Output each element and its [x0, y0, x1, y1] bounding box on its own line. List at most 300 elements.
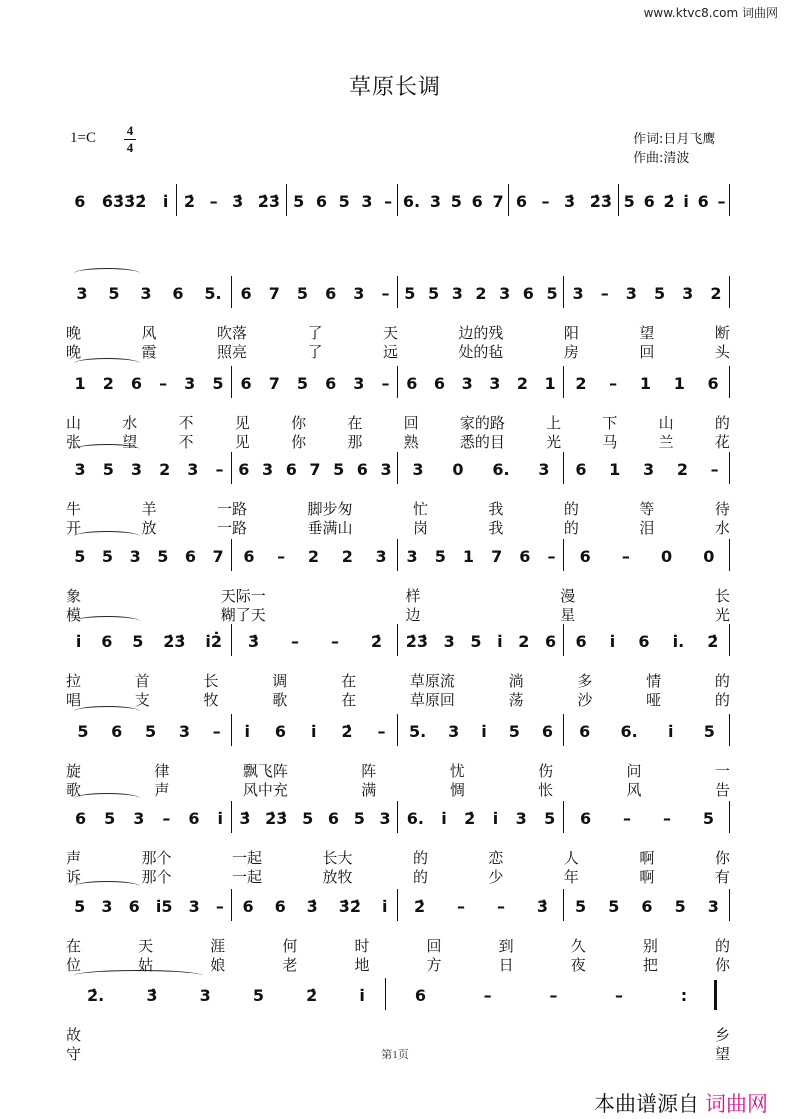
measure [564, 718, 730, 744]
time-signature [124, 124, 136, 155]
lyric-word: 啊 [639, 849, 655, 867]
lyric-word: 岗 [412, 519, 428, 537]
score-system [66, 280, 730, 380]
note: 3 [129, 546, 141, 566]
slur [74, 444, 140, 455]
lyric-word: 熟 [403, 433, 419, 451]
note: 6 [356, 459, 368, 479]
note: i̇ [441, 808, 447, 828]
note: 2̇3̇ [405, 631, 429, 651]
notation-line [66, 893, 730, 919]
lyric-word: 问 [626, 762, 642, 780]
note: 3 [353, 283, 365, 303]
measure [232, 456, 398, 482]
lyric-word: 不 [178, 414, 194, 432]
lyric-word: 边的残 [458, 324, 504, 342]
lyric-word: 样 [405, 587, 421, 605]
note: 2̇ [341, 721, 353, 741]
note: 5 [608, 896, 620, 916]
measure [66, 805, 232, 831]
note: 2 [159, 459, 171, 479]
source-label: 本曲谱源自 [594, 1092, 699, 1116]
lyric-word: 惆 [449, 781, 465, 799]
lyric-line-2 [66, 341, 730, 362]
note: – [277, 546, 286, 566]
note: 6 [315, 191, 327, 211]
measure [398, 543, 564, 569]
note: 6 [188, 808, 200, 828]
note: 7 [268, 373, 280, 393]
lyric-word: 长 [714, 587, 730, 605]
lyric-word: 上 [546, 414, 562, 432]
note: – [710, 459, 719, 479]
lyric-word: 多 [577, 672, 593, 690]
note: 7 [309, 459, 321, 479]
lyric-word: 晚 [66, 324, 82, 342]
lyric-word: 天际一 [220, 587, 266, 605]
note: i̇ [667, 721, 674, 741]
note: 3 [625, 283, 637, 303]
note: 5 [702, 808, 714, 828]
lyric-word: 吹落 [216, 324, 247, 342]
lyric-word: 方 [426, 956, 442, 974]
note: 5 [703, 721, 715, 741]
lyric-word: 地 [354, 956, 370, 974]
note: 3̇ [247, 631, 260, 651]
note: 6 [238, 459, 250, 479]
note: 3̇ [239, 808, 251, 828]
measure [398, 370, 564, 396]
note: 1 [544, 373, 556, 393]
note: 3̇ [232, 191, 244, 211]
measure [66, 893, 232, 919]
note: 6 [545, 631, 557, 651]
note: 5 [157, 546, 169, 566]
note: – [496, 896, 505, 916]
lyric-word: 回 [426, 937, 442, 955]
note: 6. [402, 191, 421, 211]
note: 3 [451, 283, 463, 303]
lyric-word: 阳 [563, 324, 579, 342]
note: 3 [133, 808, 145, 828]
note: 6 [325, 283, 337, 303]
note: 2 [102, 373, 114, 393]
lyric-word: 人 [563, 849, 579, 867]
note: 3 [707, 896, 719, 916]
lyric-word: 草原回 [409, 691, 455, 709]
note: 0 [703, 546, 715, 566]
note: 3 [538, 459, 550, 479]
score-system [66, 188, 730, 288]
note: – [162, 808, 171, 828]
measure [398, 188, 509, 214]
measure [619, 188, 730, 214]
lyric-word: 你 [714, 956, 730, 974]
note: 2 [710, 283, 722, 303]
slur [74, 531, 140, 542]
lyric-word: 告 [714, 781, 730, 799]
lyric-line-1 [66, 847, 730, 868]
note: i̇ [310, 721, 317, 741]
lyric-word: 天 [138, 937, 154, 955]
note: 5 [470, 631, 482, 651]
note: i̇ [244, 721, 250, 741]
lyric-word: 水 [714, 519, 730, 537]
lyric-word: 风 [626, 781, 642, 799]
lyric-word: 怅 [538, 781, 554, 799]
note: 3 [261, 459, 274, 479]
note: – [330, 631, 339, 651]
note: 1 [609, 459, 621, 479]
note: 5 [132, 631, 144, 651]
score-system [66, 805, 730, 905]
note: 6 [274, 721, 287, 741]
lyric-word: 风 [141, 324, 157, 342]
lyric-word: 一起 [231, 868, 262, 886]
note: i̇2̇ [205, 631, 223, 651]
measure [66, 628, 232, 654]
measure [66, 982, 386, 1008]
note: i̇ [359, 985, 365, 1005]
lyric-line-1 [66, 760, 730, 781]
notation-line [66, 280, 730, 306]
note: 5 [333, 459, 345, 479]
lyric-word: 了 [307, 324, 323, 342]
lyric-word: 望 [122, 433, 138, 451]
note: 3 [130, 459, 143, 479]
measure [232, 370, 398, 396]
lyric-word: 一路 [216, 519, 247, 537]
lyric-word: 淌 [508, 672, 524, 690]
lyric-word: 长大 [322, 849, 353, 867]
bar-line [729, 714, 730, 746]
lyric-word: 晚 [66, 343, 82, 361]
note: 6 [240, 283, 252, 303]
lyric-word: 望 [639, 324, 655, 342]
lyric-word: 边 [405, 606, 421, 624]
note: 5 [108, 283, 120, 303]
measure [564, 456, 730, 482]
lyric-word: 你 [291, 414, 307, 432]
lyric-word: 夜 [570, 956, 586, 974]
note: 5 [77, 721, 89, 741]
lyric-word: 荡 [508, 691, 524, 709]
lyric-word: 情 [646, 672, 662, 690]
measure [398, 280, 564, 306]
lyric-word: 断 [714, 324, 730, 342]
note: 2̇3̇ [265, 808, 288, 828]
lyric-word: 日 [498, 956, 514, 974]
lyric-word: 回 [639, 343, 655, 361]
lyric-word: 声 [66, 849, 82, 867]
measure [232, 543, 398, 569]
note: 6 [575, 631, 587, 651]
measure [232, 280, 398, 306]
lyric-word: 哑 [646, 691, 662, 709]
note: 3 [140, 283, 152, 303]
bar-line [729, 366, 730, 398]
note: 2̇ [464, 808, 476, 828]
measure [398, 805, 564, 831]
lyric-word: 旋 [66, 762, 82, 780]
note: – [547, 546, 556, 566]
measure [66, 188, 177, 214]
composer-credit: 作曲:清波 [633, 151, 690, 166]
note: 6 [274, 896, 286, 916]
lyric-word: 霞 [141, 343, 157, 361]
note: 6 [172, 283, 184, 303]
note: 3̇ [564, 191, 576, 211]
lyric-word: 见 [234, 414, 250, 432]
note: – [159, 373, 168, 393]
note: 5 [434, 546, 446, 566]
note: – [209, 191, 218, 211]
lyric-word: 时 [354, 937, 370, 955]
lyric-word: 守 [66, 1045, 82, 1063]
measure [509, 188, 620, 214]
lyric-word: 姑 [138, 956, 154, 974]
lyric-word: 支 [134, 691, 150, 709]
lyric-word: 那个 [141, 868, 172, 886]
lyric-word: 的 [412, 849, 428, 867]
note: 5 [353, 808, 365, 828]
note: – [457, 896, 466, 916]
note: 5 [212, 373, 224, 393]
note: 3 [187, 459, 199, 479]
note: i̇ [381, 896, 388, 916]
lyric-line-2 [66, 866, 730, 887]
note: 6 [184, 546, 197, 566]
note: 6 [285, 459, 297, 479]
note: 5 [653, 283, 666, 303]
lyric-word: 山 [658, 414, 674, 432]
note: 1 [639, 373, 651, 393]
lyric-word: 故 [66, 1026, 82, 1044]
note: 5 [74, 896, 86, 916]
lyric-line-1 [66, 670, 730, 691]
note: i̇ [683, 191, 689, 211]
note: – [291, 631, 300, 651]
lyric-word: 牛 [66, 500, 82, 518]
note: 7 [268, 283, 280, 303]
note: 5 [450, 191, 462, 211]
lyric-line-2 [66, 604, 730, 625]
note: 2̇3̇ [257, 191, 280, 211]
note: 3 [461, 373, 473, 393]
note: – [662, 808, 671, 828]
lyric-word: 歌 [272, 691, 288, 709]
lyric-word: 风中充 [242, 781, 288, 799]
lyric-word: 模 [66, 606, 82, 624]
note: 5 [338, 191, 350, 211]
note: 0 [452, 459, 464, 479]
note: i̇ [75, 631, 82, 651]
note: 6 [406, 373, 418, 393]
notation-line [66, 805, 730, 831]
lyric-word: 光 [714, 606, 730, 624]
lyric-line-1 [66, 322, 730, 343]
lyric-word: 草原流 [409, 672, 455, 690]
measure [232, 805, 398, 831]
bar-line [729, 539, 730, 571]
note: 6 [638, 631, 650, 651]
lyric-word: 下 [602, 414, 618, 432]
lyric-word: 脚步匆 [307, 500, 353, 518]
note: 2 [341, 546, 353, 566]
lyric-word: 把 [642, 956, 658, 974]
note: 3̇ [306, 896, 318, 916]
lyric-word: 等 [639, 500, 655, 518]
note: 2̇ [663, 191, 675, 211]
note: 6 [128, 896, 140, 916]
note: – [215, 459, 224, 479]
note: – [212, 721, 221, 741]
note: 3 [353, 373, 365, 393]
note: 5 [427, 283, 440, 303]
note: 3 [572, 283, 584, 303]
note: – [483, 985, 492, 1005]
lyric-word: 的 [412, 868, 428, 886]
lyric-word: 房 [563, 343, 579, 361]
lyric-word: 星 [560, 606, 576, 624]
lyric-word: 糊了天 [220, 606, 266, 624]
note: 6̇3̇3̇2̇ [101, 191, 147, 211]
lyric-word: 一 [714, 762, 730, 780]
lyric-word: 张 [66, 433, 82, 451]
note: 5 [302, 808, 314, 828]
slur [74, 970, 202, 981]
note: 2̇3̇ [163, 631, 186, 651]
lyric-word: 位 [66, 956, 82, 974]
note: 6 [641, 896, 653, 916]
note: – [623, 808, 632, 828]
lyric-word: 在 [66, 937, 82, 955]
lyric-word: 待 [714, 500, 730, 518]
lyric-word: 何 [282, 937, 298, 955]
measure [564, 893, 730, 919]
lyric-word: 头 [714, 343, 730, 361]
note: 3 [643, 459, 655, 479]
bar-line [729, 801, 730, 833]
note: 3 [515, 808, 527, 828]
lyric-word: 诉 [66, 868, 82, 886]
note: 5 [104, 808, 116, 828]
note: 6 [579, 808, 592, 828]
measure [232, 893, 398, 919]
note: 3 [184, 373, 196, 393]
lyric-word: 远 [382, 343, 398, 361]
note: 3 [375, 546, 387, 566]
note: 5 [674, 896, 686, 916]
note: 5. [204, 283, 222, 303]
lyric-word: 啊 [639, 868, 655, 886]
lyric-word: 羊 [141, 500, 157, 518]
measure [66, 456, 232, 482]
lyric-word: 我 [488, 519, 504, 537]
note: – [600, 283, 609, 303]
note: 6 [522, 283, 534, 303]
measure [232, 718, 398, 744]
lyric-word: 花 [714, 433, 730, 451]
note: 2̇3̇ [589, 191, 612, 211]
note: 2 [518, 631, 530, 651]
lyric-word: 涯 [210, 937, 226, 955]
lyric-word: 一路 [216, 500, 247, 518]
note: 5 [145, 721, 157, 741]
note: 3̇2̇ [338, 896, 362, 916]
score-system [66, 628, 730, 728]
note: 3 [76, 283, 88, 303]
note: 6 [242, 896, 254, 916]
lyric-word: 歌 [66, 781, 82, 799]
lyric-word: 我 [488, 500, 504, 518]
note: 5. [408, 721, 427, 741]
note: i̇ [162, 191, 169, 211]
measure [66, 370, 232, 396]
note: 6 [515, 191, 528, 211]
measure [398, 893, 564, 919]
note: 5 [74, 546, 86, 566]
note: 2̇. [87, 985, 105, 1005]
lyric-word: 忙 [412, 500, 428, 518]
note: 6 [327, 808, 340, 828]
note: 5 [623, 191, 635, 211]
note: 2̇ [413, 896, 426, 916]
lyric-word: 那 [347, 433, 363, 451]
note: 3 [499, 283, 511, 303]
lyric-word: 的 [714, 672, 730, 690]
note: 5 [508, 721, 520, 741]
note: 2 [575, 373, 587, 393]
slur [74, 358, 140, 369]
note: 6 [101, 631, 113, 651]
note: 5 [546, 283, 558, 303]
lyric-word: 开 [66, 519, 82, 537]
lyric-word: 声 [154, 781, 170, 799]
note: i̇ [497, 631, 503, 651]
measure [564, 543, 730, 569]
lyric-word: 的 [563, 500, 579, 518]
note: 3̇ [536, 896, 548, 916]
note: i̇. [672, 631, 685, 651]
note: 3 [682, 283, 694, 303]
lyric-word: 山 [66, 414, 82, 432]
lyric-word: 别 [642, 937, 658, 955]
note: 3 [429, 191, 441, 211]
source-brand: 词曲网 [705, 1092, 768, 1116]
lyric-word: 沙 [577, 691, 593, 709]
lyric-word: 放 [141, 519, 157, 537]
note: 6 [579, 546, 591, 566]
note: – [615, 985, 624, 1005]
note: i̇ [492, 808, 499, 828]
source-credit [594, 1088, 768, 1118]
note: 6 [707, 373, 719, 393]
note: 3 [489, 373, 501, 393]
lyric-word: 漫 [560, 587, 576, 605]
note: 2̇ [707, 631, 719, 651]
lyric-word: 望 [714, 1045, 730, 1063]
lyric-word: 少 [488, 868, 504, 886]
lyric-word: 年 [563, 868, 579, 886]
note: 3 [188, 896, 200, 916]
bar-line [729, 889, 730, 921]
slur [74, 268, 140, 279]
note: 3 [406, 546, 418, 566]
note: 6 [414, 985, 426, 1005]
bar-line [729, 624, 730, 656]
lyric-word: 一起 [231, 849, 262, 867]
